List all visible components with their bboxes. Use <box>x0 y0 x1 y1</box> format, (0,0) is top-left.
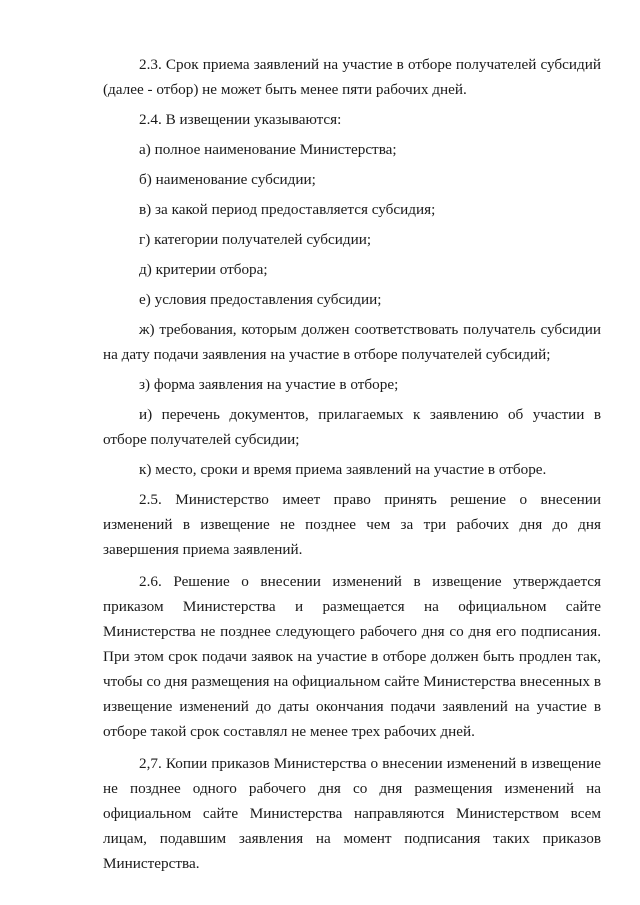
paragraph-2-5: 2.5. Министерство имеет право принять решение о внесении изменений в извещение не позднее чем за три рабочих дня до дня завершения приема заявлений. <box>103 491 601 558</box>
paragraph-2-3: 2.3. Срок приема заявлений на участие в отборе получателей субсидий (далее - отбор) не может быть менее пяти рабочих дней. <box>103 56 601 98</box>
list-item-k: к) место, сроки и время приема заявлений на участие в отборе. <box>139 461 547 478</box>
list-item-z: з) форма заявления на участие в отборе; <box>139 376 399 393</box>
paragraph-2-6: 2.6. Решение о внесении изменений в извещение утверждается приказом Министерства и размещается на официальном сайте Министерства не позднее следующего рабочего дня со дня его подписания. При этом срок подачи заявок на участие в отборе должен быть продлен так, чтобы со дня размещения на официальном сайте Министерства внесенных в извещение изменений до даты окончания подачи заявлений на участие в отборе такой срок составлял не менее трех рабочих дней. <box>103 573 601 740</box>
list-item-g: г) категории получателей субсидии; <box>139 231 372 248</box>
document-body <box>103 52 601 876</box>
list-item-zh: ж) требования, которым должен соответствовать получатель субсидии на дату подачи заявления на участие в отборе получателей субсидий; <box>103 321 601 363</box>
paragraph-2-4: 2.4. В извещении указываются: <box>139 111 342 128</box>
paragraph-2-7: 2,7. Копии приказов Министерства о внесении изменений в извещение не позднее одного рабочего дня со дня размещения изменений на официальном сайте Министерства направляются Министерством всем лицам, подавшим заявления на момент подписания таких приказов Министерства. <box>103 755 601 872</box>
list-item-v: в) за какой период предоставляется субсидия; <box>139 201 436 218</box>
list-item-d: д) критерии отбора; <box>139 261 268 278</box>
list-item-i: и) перечень документов, прилагаемых к заявлению об участии в отборе получателей субсидии; <box>103 406 601 448</box>
list-item-a: а) полное наименование Министерства; <box>139 141 397 158</box>
list-item-e: е) условия предоставления субсидии; <box>139 291 382 308</box>
list-item-b: б) наименование субсидии; <box>139 171 316 188</box>
